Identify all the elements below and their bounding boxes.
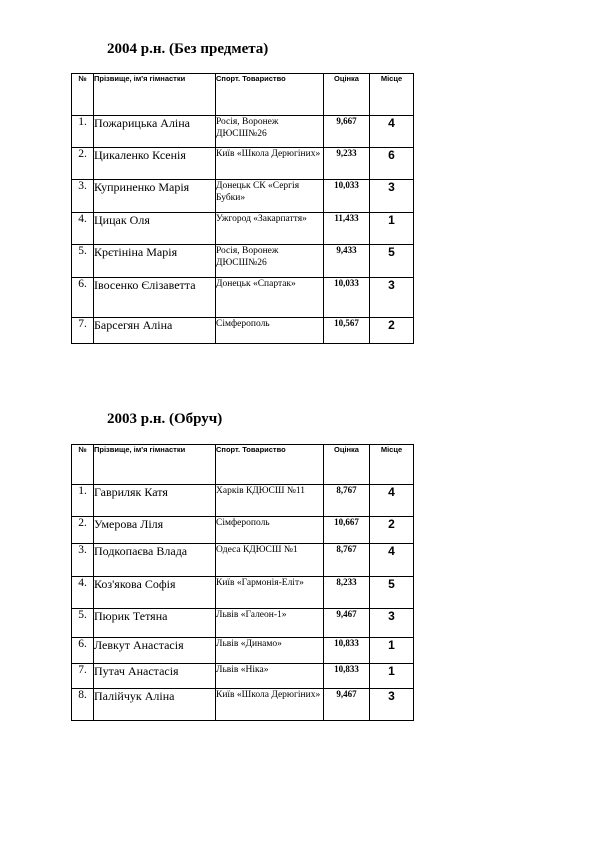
club-name: Ужгород «Закарпаття» (216, 213, 324, 245)
athlete-name: Івосенко Єлізаветта (94, 278, 216, 318)
score: 10,567 (324, 318, 370, 344)
club-name: Київ «Школа Дерюгіних» (216, 689, 324, 721)
row-num: 3. (72, 544, 94, 577)
header-place: Місце (370, 74, 414, 116)
row-num: 4. (72, 213, 94, 245)
athlete-name: Куприненко Марія (94, 180, 216, 213)
row-num: 3. (72, 180, 94, 213)
row-num: 4. (72, 577, 94, 609)
row-num: 7. (72, 318, 94, 344)
athlete-name: Цицак Оля (94, 213, 216, 245)
place: 5 (370, 577, 414, 609)
athlete-name: Гавриляк Катя (94, 485, 216, 517)
results-table (71, 73, 414, 344)
row-num: 8. (72, 689, 94, 721)
score: 8,767 (324, 544, 370, 577)
score: 11,433 (324, 213, 370, 245)
header-name: Прізвище, ім'я гімнастки (94, 445, 216, 485)
section-title: 2003 р.н. (Обруч) (107, 411, 223, 427)
place: 3 (370, 689, 414, 721)
score: 10,833 (324, 664, 370, 689)
athlete-name: Коз'якова Софія (94, 577, 216, 609)
row-num: 1. (72, 485, 94, 517)
place: 2 (370, 318, 414, 344)
section-title: 2004 р.н. (Без предмета) (107, 41, 269, 57)
row-num: 6. (72, 278, 94, 318)
score: 9,467 (324, 689, 370, 721)
table-row (72, 278, 414, 318)
table-row (72, 544, 414, 577)
score: 10,033 (324, 278, 370, 318)
row-num: 5. (72, 609, 94, 638)
score: 10,667 (324, 517, 370, 544)
table-row (72, 180, 414, 213)
table-row (72, 609, 414, 638)
row-num: 1. (72, 116, 94, 148)
header-club: Спорт. Товариство (216, 74, 324, 116)
athlete-name: Левкут Анастасія (94, 638, 216, 664)
athlete-name: Цикаленко Ксенія (94, 148, 216, 180)
row-num: 5. (72, 245, 94, 278)
score: 10,833 (324, 638, 370, 664)
athlete-name: Палійчук Аліна (94, 689, 216, 721)
table-row (72, 689, 414, 721)
row-num: 2. (72, 148, 94, 180)
score: 8,767 (324, 485, 370, 517)
row-num: 2. (72, 517, 94, 544)
club-name: Харків КДЮСШ №11 (216, 485, 324, 517)
header-row (72, 445, 414, 485)
club-name: Львів «Ніка» (216, 664, 324, 689)
club-name: Київ «Гармонія-Еліт» (216, 577, 324, 609)
score: 8,233 (324, 577, 370, 609)
row-num: 6. (72, 638, 94, 664)
athlete-name: Подкопаєва Влада (94, 544, 216, 577)
athlete-name: Крєтініна Марія (94, 245, 216, 278)
table-row (72, 577, 414, 609)
header-num: № (72, 445, 94, 485)
club-name: Одеса КДЮСШ №1 (216, 544, 324, 577)
place: 3 (370, 278, 414, 318)
club-name: Донецьк СК «Сергія Бубки» (216, 180, 324, 213)
table-row (72, 213, 414, 245)
score: 9,667 (324, 116, 370, 148)
club-name: Сімферополь (216, 318, 324, 344)
club-name: Росія, Воронеж ДЮСШ№26 (216, 116, 324, 148)
header-row (72, 74, 414, 116)
score: 9,467 (324, 609, 370, 638)
place: 3 (370, 609, 414, 638)
header-place: Місце (370, 445, 414, 485)
table-row (72, 116, 414, 148)
athlete-name: Барсегян Аліна (94, 318, 216, 344)
results-table (71, 444, 414, 721)
header-score: Оцінка (324, 445, 370, 485)
table-row (72, 638, 414, 664)
score: 10,033 (324, 180, 370, 213)
place: 4 (370, 485, 414, 517)
club-name: Київ «Школа Дерюгіних» (216, 148, 324, 180)
athlete-name: Умерова Ліля (94, 517, 216, 544)
table-row (72, 664, 414, 689)
place: 1 (370, 638, 414, 664)
place: 4 (370, 116, 414, 148)
row-num: 7. (72, 664, 94, 689)
place: 2 (370, 517, 414, 544)
table-row (72, 485, 414, 517)
place: 1 (370, 664, 414, 689)
header-score: Оцінка (324, 74, 370, 116)
table-row (72, 245, 414, 278)
place: 4 (370, 544, 414, 577)
athlete-name: Пюрик Тетяна (94, 609, 216, 638)
club-name: Львів «Галеон-1» (216, 609, 324, 638)
header-club: Спорт. Товариство (216, 445, 324, 485)
header-num: № (72, 74, 94, 116)
athlete-name: Путач Анастасія (94, 664, 216, 689)
place: 3 (370, 180, 414, 213)
club-name: Росія, Воронеж ДЮСШ№26 (216, 245, 324, 278)
table-row (72, 517, 414, 544)
table-row (72, 148, 414, 180)
score: 9,233 (324, 148, 370, 180)
place: 5 (370, 245, 414, 278)
club-name: Львів «Динамо» (216, 638, 324, 664)
header-name: Прізвище, ім'я гімнастки (94, 74, 216, 116)
place: 6 (370, 148, 414, 180)
club-name: Сімферополь (216, 517, 324, 544)
score: 9,433 (324, 245, 370, 278)
club-name: Донецьк «Спартак» (216, 278, 324, 318)
athlete-name: Пожарицька Аліна (94, 116, 216, 148)
place: 1 (370, 213, 414, 245)
table-row (72, 318, 414, 344)
